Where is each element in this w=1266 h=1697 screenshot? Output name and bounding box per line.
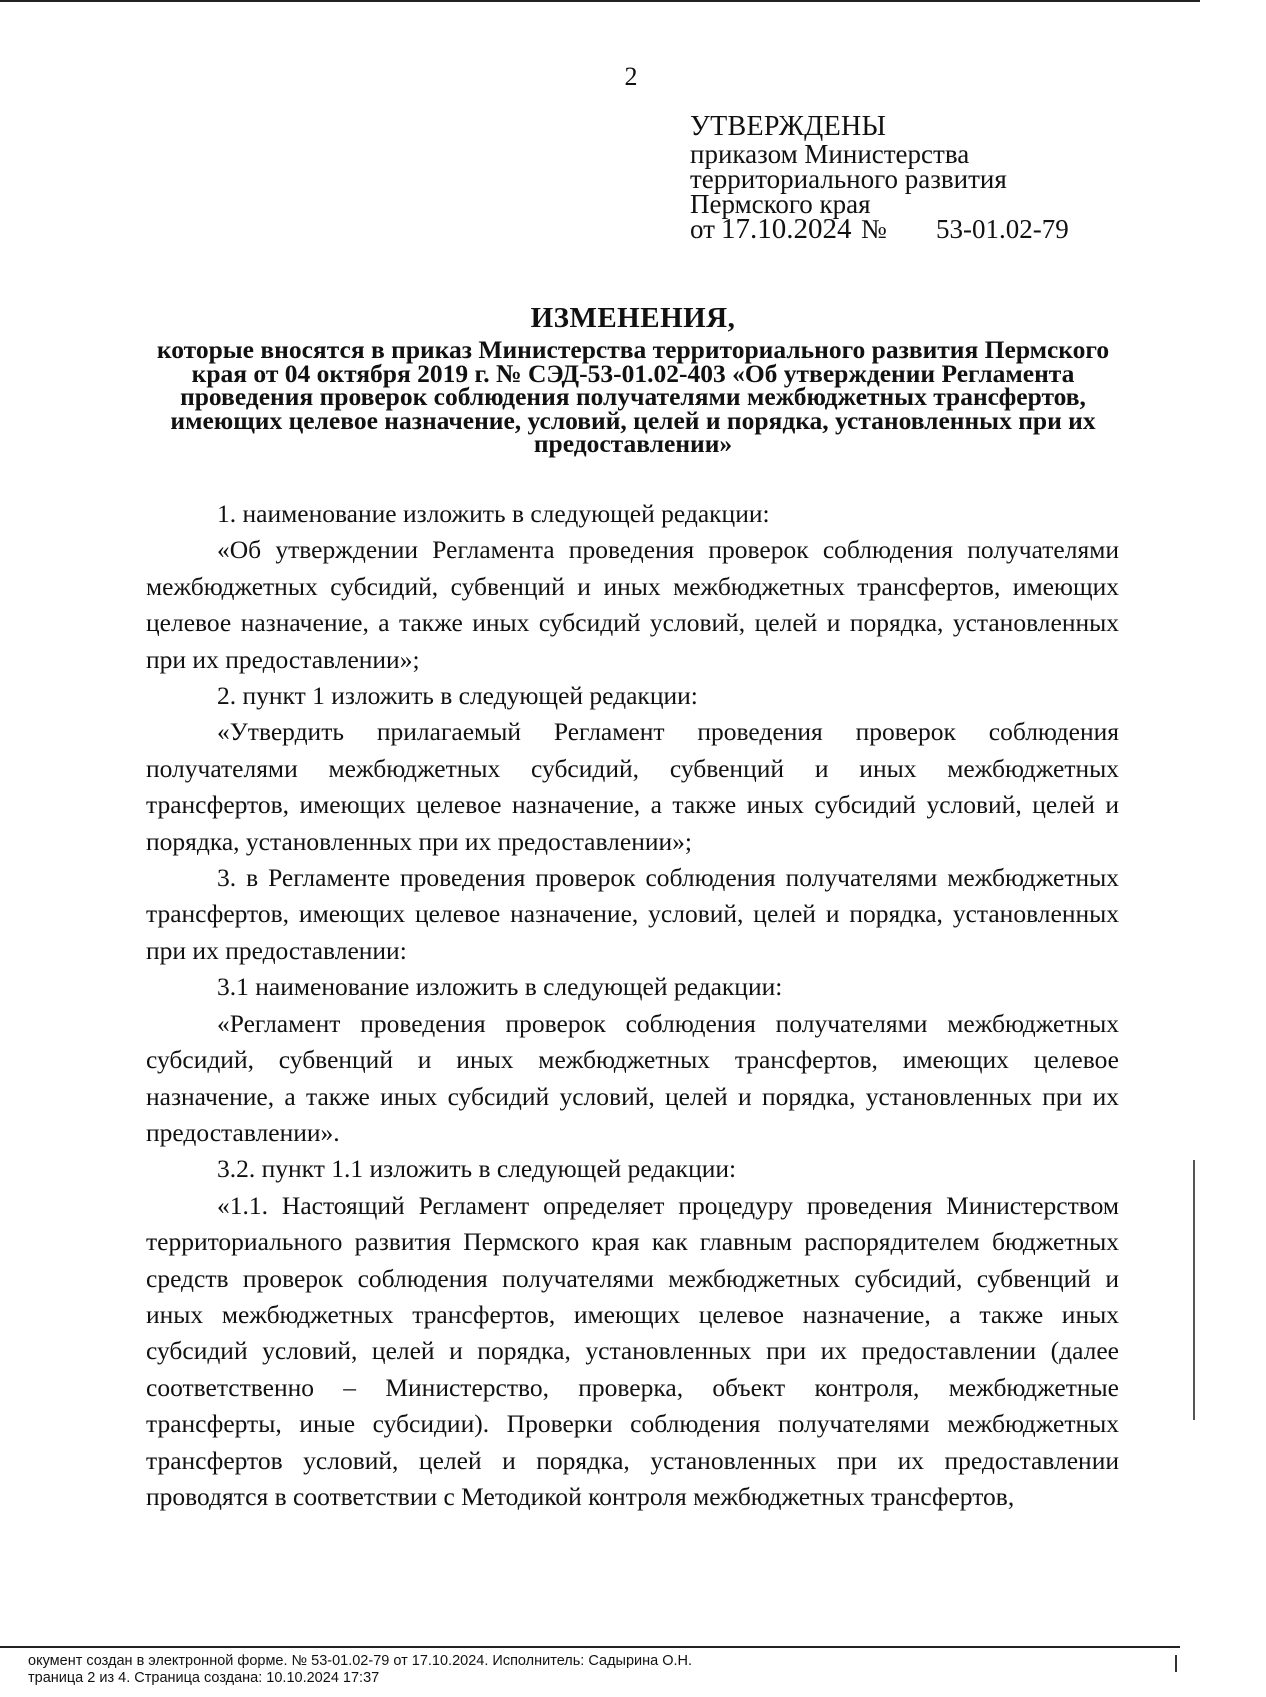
top-edge-line — [0, 0, 1200, 2]
paragraph-8: 3.2. пункт 1.1 изложить в следующей редакции: — [217, 1154, 737, 1184]
footer-divider — [0, 1646, 1180, 1648]
approval-line-2: территориального развития — [690, 164, 1007, 194]
paragraph-2: «Об утверждении Регламента проведения проверок соблюдения получателями межбюджетных субсидий, субвенций и иных межбюджетных трансфертов, имеющих целевое назначение, а также иных субсидий условий, целей и порядка, установленных при их предоставлении»; — [146, 535, 1119, 674]
footer-page-info: траница 2 из 4. Страница создана: 10.10.2024 17:37 — [28, 1670, 380, 1686]
approval-stamp — [690, 112, 1090, 247]
document-title: ИЗМЕНЕНИЯ, — [530, 302, 736, 334]
approval-number-sign: № — [861, 214, 887, 244]
document-subtitle: которые вносятся в приказ Министерства территориального развития Пермского края от 04 октября 2019 г. № СЭД-53-01.02-403 «Об утверждении Регламента проведения проверок соблюдения получателями межбюджетных трансфертов, имеющих целевое назначение, условий, целей и порядка, установленных при их предоставлении» — [156, 335, 1110, 458]
paragraph-3: 2. пункт 1 изложить в следующей редакции: — [217, 681, 698, 711]
document-body — [146, 496, 1119, 1515]
approval-heading: УТВЕРЖДЕНЫ — [690, 111, 887, 142]
scan-edge-mark — [1193, 1160, 1195, 1420]
approval-line-1: приказом Министерства — [690, 139, 970, 169]
approval-date: 17.10.2024 — [721, 213, 852, 245]
approval-date-prefix: от — [690, 214, 715, 244]
paragraph-9: «1.1. Настоящий Регламент определяет процедуру проведения Министерством территориального развития Пермского края как главным распорядителем бюджетных средств проверок соблюдения получателями межбюджетных субсидий, субвенций и иных межбюджетных трансфертов, имеющих целевое назначение, а также иных субсидий условий, целей и порядка, установленных при их предоставлении (далее соответственно – Министерство, проверка, объект контроля, межбюджетные трансферты, иные субсидии). Проверки соблюдения получателями межбюджетных трансфертов условий, целей и порядка, установленных при их предоставлении проводятся в соответствии с Методикой контроля межбюджетных трансфертов, — [146, 1190, 1119, 1511]
paragraph-4: «Утвердить прилагаемый Регламент проведения проверок соблюдения получателями межбюджетных субсидий, субвенций и иных межбюджетных трансфертов, имеющих целевое назначение, а также иных субсидий условий, целей и порядка, установленных при их предоставлении»; — [146, 717, 1119, 856]
approval-line-3: Пермского края — [690, 189, 871, 219]
paragraph-5: 3. в Регламенте проведения проверок соблюдения получателями межбюджетных трансфертов, имеющих целевое назначение, условий, целей и порядка, установленных при их предоставлении: — [146, 863, 1119, 965]
footer-edge-mark — [1175, 1655, 1177, 1672]
paragraph-1: 1. наименование изложить в следующей редакции: — [217, 499, 770, 528]
paragraph-7: «Регламент проведения проверок соблюдения получателями межбюджетных субсидий, субвенций и иных межбюджетных трансфертов, имеющих целевое назначение, а также иных субсидий условий, целей и порядка, установленных при их предоставлении». — [146, 1008, 1119, 1147]
approval-date-line — [690, 213, 1090, 247]
paragraph-6: 3.1 наименование изложить в следующей редакции: — [217, 972, 783, 1002]
footer-document-info: окумент создан в электронной форме. № 53-01.02-79 от 17.10.2024. Исполнитель: Садырина О.Н. — [28, 1653, 693, 1669]
approval-number: 53-01.02-79 — [936, 214, 1069, 244]
page-number: 2 — [624, 62, 638, 91]
